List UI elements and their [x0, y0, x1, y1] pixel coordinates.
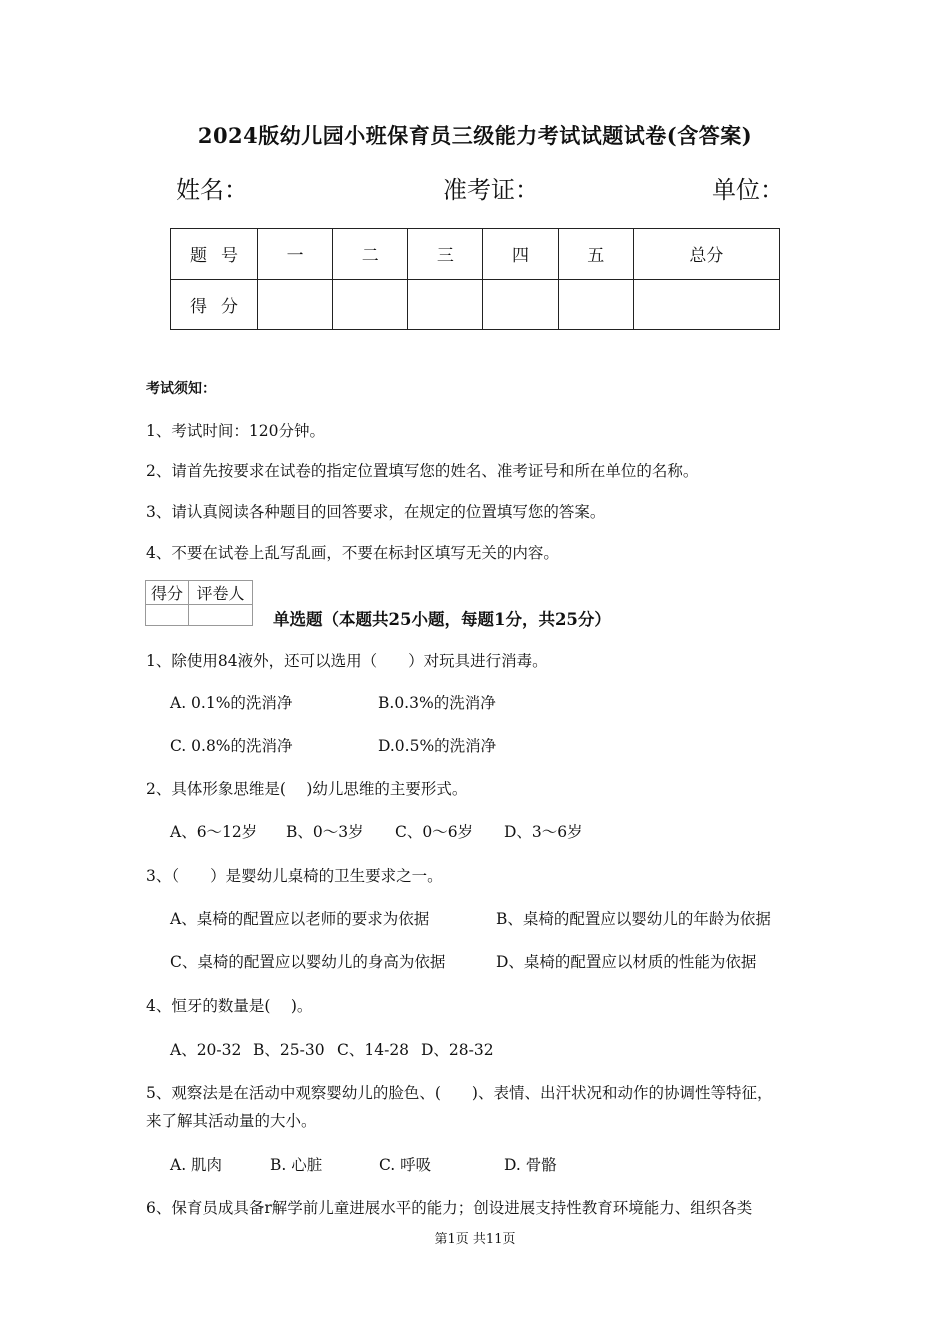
grader-name-label: 评卷人: [189, 581, 253, 605]
question-option: C、0～6岁: [395, 823, 474, 841]
question-option: D. 骨骼: [504, 1156, 557, 1174]
unit-label: 单位：: [712, 176, 784, 204]
notice-title: 考试须知：: [146, 381, 216, 397]
grader-score-cell[interactable]: [146, 605, 189, 626]
score-table-col-5: 五: [558, 229, 633, 280]
question-stem: 5、观察法是在活动中观察婴幼儿的脸色、( )、表情、出汗状况和动作的协调性等特征，: [146, 1084, 773, 1102]
score-table: [170, 228, 780, 330]
question-option: A. 0.1%的洗消净: [170, 694, 293, 712]
question-option: D、3～6岁: [504, 823, 583, 841]
question-option: C. 0.8%的洗消净: [170, 737, 293, 755]
question-option: A、6～12岁: [170, 823, 258, 841]
notice-item: 3、请认真阅读各种题目的回答要求，在规定的位置填写您的答案。: [146, 503, 606, 521]
question-stem: 4、恒牙的数量是( )。: [146, 997, 313, 1015]
score-cell[interactable]: [633, 279, 779, 330]
question-stem: 6、保育员成具备r解学前儿童进展水平的能力；创设进展支持性教育环境能力、组织各类: [146, 1199, 753, 1217]
question-option: B. 心脏: [270, 1156, 323, 1174]
page-footer: 第1页 共11页: [434, 1232, 516, 1247]
score-table-col-3: 三: [408, 229, 483, 280]
question-option: A、20-32: [170, 1041, 242, 1059]
notice-item: 1、考试时间：120分钟。: [146, 422, 325, 440]
question-option: A. 肌肉: [170, 1156, 223, 1174]
score-cell[interactable]: [483, 279, 558, 330]
question-option: B、25-30: [253, 1041, 325, 1059]
question-stem-continued: 来了解其活动量的大小。: [146, 1112, 317, 1130]
grader-score-label: 得分: [146, 581, 189, 605]
question-option: B.0.3%的洗消净: [378, 694, 496, 712]
score-table-header-row: [171, 229, 780, 280]
grader-name-cell[interactable]: [189, 605, 253, 626]
question-option: A、桌椅的配置应以老师的要求为依据: [170, 910, 430, 928]
question-stem: 2、具体形象思维是( )幼儿思维的主要形式。: [146, 780, 468, 798]
question-option: D.0.5%的洗消净: [378, 737, 497, 755]
question-option: D、28-32: [421, 1041, 494, 1059]
question-stem: 1、除使用84液外，还可以选用（ ）对玩具进行消毒。: [146, 652, 548, 670]
score-cell[interactable]: [258, 279, 333, 330]
score-table-row1-head: 题号: [171, 229, 258, 280]
exam-id-label: 准考证：: [443, 176, 539, 204]
score-table-score-row: [171, 279, 780, 330]
notice-item: 2、请首先按要求在试卷的指定位置填写您的姓名、准考证号和所在单位的名称。: [146, 462, 699, 480]
question-stem: 3、（ ）是婴幼儿桌椅的卫生要求之一。: [146, 867, 443, 885]
score-cell[interactable]: [333, 279, 408, 330]
grader-table: [145, 580, 253, 626]
section-title: 单选题（本题共25小题，每题1分，共25分）: [273, 610, 611, 629]
score-table-col-4: 四: [483, 229, 558, 280]
notice-item: 4、不要在试卷上乱写乱画，不要在标封区填写无关的内容。: [146, 544, 559, 562]
score-table-col-1: 一: [258, 229, 333, 280]
score-table-row2-head: 得分: [171, 279, 258, 330]
question-option: C、桌椅的配置应以婴幼儿的身高为依据: [170, 953, 446, 971]
score-cell[interactable]: [558, 279, 633, 330]
question-option: C、14-28: [337, 1041, 410, 1059]
question-option: C. 呼吸: [379, 1156, 432, 1174]
name-label: 姓名：: [176, 176, 248, 204]
question-option: D、桌椅的配置应以材质的性能为依据: [496, 953, 757, 971]
score-table-col-2: 二: [333, 229, 408, 280]
score-table-col-total: 总分: [633, 229, 779, 280]
score-cell[interactable]: [408, 279, 483, 330]
question-option: B、桌椅的配置应以婴幼儿的年龄为依据: [496, 910, 771, 928]
question-option: B、0～3岁: [286, 823, 364, 841]
page-title: 2024版幼儿园小班保育员三级能力考试试题试卷(含答案): [197, 123, 753, 148]
